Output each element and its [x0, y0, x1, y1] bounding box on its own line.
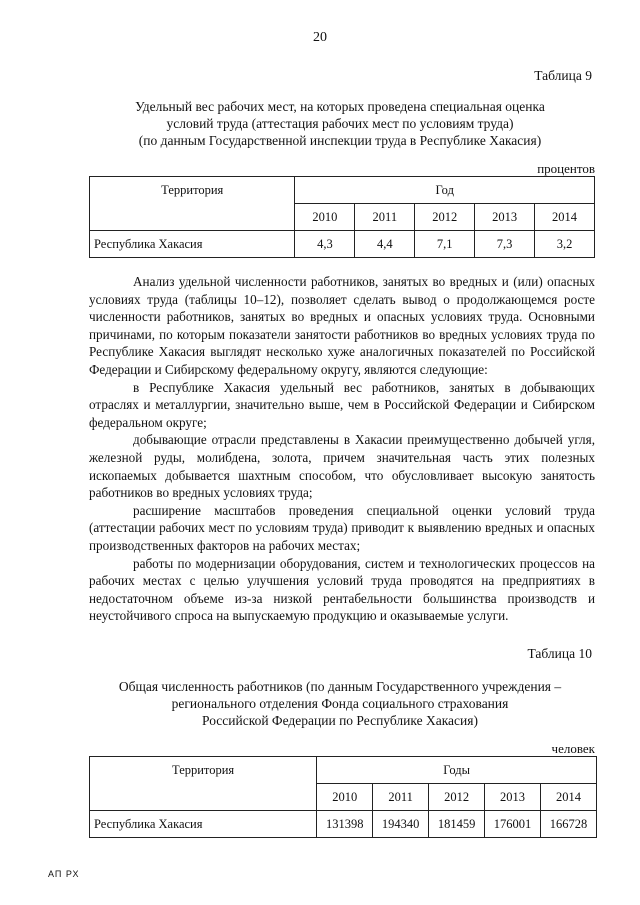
table9-title-line: Удельный вес рабочих мест, на которых проведена специальная оценка [135, 99, 545, 114]
table10-value-cell: 166728 [541, 811, 597, 838]
table9-header-territory: Территория [90, 177, 295, 231]
table10-title [70, 678, 610, 729]
table10-year-cell: 2013 [485, 784, 541, 811]
table10-year-cell: 2011 [373, 784, 429, 811]
table10-title-line: Общая численность работников (по данным Государственного учреждения – [118, 679, 562, 694]
table9-title [70, 98, 610, 149]
table9 [89, 176, 595, 258]
body-paragraph: в Республике Хакасия удельный вес работников, занятых в добывающих отраслях и металлургии, значительно выше, чем в Российской Федерации и Сибирском федеральном округе; [89, 379, 595, 430]
table10-value-cell: 131398 [317, 811, 373, 838]
table10-value-cell: 194340 [373, 811, 429, 838]
table10-value-cell: 176001 [485, 811, 541, 838]
table10-year-cell: 2010 [317, 784, 373, 811]
table10-year-cell: 2012 [429, 784, 485, 811]
body-paragraph: расширение масштабов проведения специальной оценки условий труда (аттестации рабочих мест по условиям труда) приводит к выявлению вредных и опасных производственных факторов на рабочих местах; [89, 502, 595, 553]
table10-row-name: Республика Хакасия [90, 811, 317, 838]
table9-year-cell: 2011 [355, 204, 415, 231]
footer-mark: АП РХ [48, 869, 80, 879]
table9-label: Таблица 9 [534, 68, 592, 83]
table10-title-line: Российской Федерации по Республике Хакасия) [202, 713, 478, 728]
table9-title-line: (по данным Государственной инспекции труда в Республике Хакасия) [138, 133, 542, 148]
table9-value-cell: 4,3 [295, 231, 355, 258]
body-paragraph: Анализ удельной численности работников, занятых во вредных и (или) опасных условиях труда (таблицы 10–12), позволяет сделать вывод о продолжающемся росте численности работников, занятых во вредных и опасных условиях труда. Основными причинами, по которым показатели занятости работников во вредных условиях труда по Республике Хакасия выглядят несколько хуже аналогичных показателей по Российской Федерации и Сибирскому федеральному округу, являются следующие: [89, 274, 595, 377]
table10-units: человек [551, 741, 595, 756]
table9-year-cell: 2013 [475, 204, 535, 231]
table10-header-years: Годы [317, 757, 597, 784]
table-row [90, 231, 595, 258]
table10-value-cell: 181459 [429, 811, 485, 838]
page-number: 20 [313, 30, 327, 45]
table9-header-year: Год [295, 177, 595, 204]
table9-units: процентов [537, 161, 595, 176]
table9-value-cell: 7,1 [415, 231, 475, 258]
table9-title-line: условий труда (аттестация рабочих мест по условиям труда) [166, 116, 514, 131]
table9-value-cell: 3,2 [535, 231, 595, 258]
table10-header-territory: Территория [90, 757, 317, 811]
body-paragraph: добывающие отрасли представлены в Хакасии преимущественно добычей угля, железной руды, молибдена, золота, причем значительная часть этих полезных ископаемых добывается шахтным способом, что обусловливает высокую занятость работников во вредных условиях труда; [89, 432, 595, 501]
body-paragraph: работы по модернизации оборудования, систем и технологических процессов на рабочих местах с целью улучшения условий труда проводятся на предприятиях в недостаточном объеме из-за низкой рентабельности большинства производств и неустойчивого спроса на выпускаемую продукцию и оказываемые услуги. [89, 555, 595, 624]
body-text [89, 273, 595, 625]
table-row [90, 811, 597, 838]
table9-value-cell: 7,3 [475, 231, 535, 258]
table10 [89, 756, 597, 838]
table9-row-name: Республика Хакасия [90, 231, 295, 258]
table9-value-cell: 4,4 [355, 231, 415, 258]
table10-year-cell: 2014 [541, 784, 597, 811]
table9-year-cell: 2014 [535, 204, 595, 231]
table10-label: Таблица 10 [527, 646, 592, 661]
table9-year-cell: 2012 [415, 204, 475, 231]
table9-year-cell: 2010 [295, 204, 355, 231]
table10-title-line: регионального отделения Фонда социального страхования [171, 696, 509, 711]
